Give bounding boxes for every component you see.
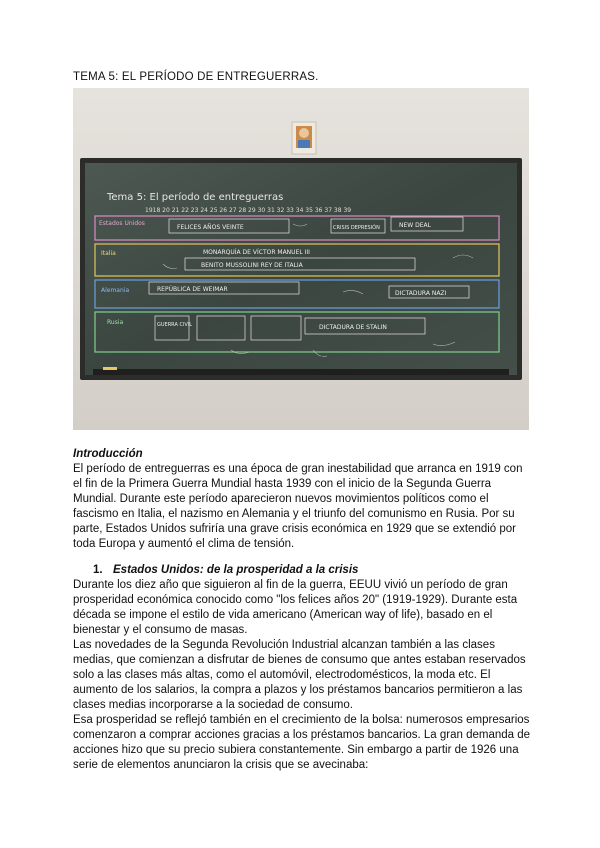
row-italy-event-1: MONARQUÍA DE VÍCTOR MANUEL III	[203, 249, 310, 256]
row-usa-country: Estados Unidos	[99, 220, 145, 227]
row-usa-event-2: CRISIS DEPRESIÓN	[333, 225, 380, 231]
row-russia-country: Rusia	[107, 319, 124, 326]
row-italy-country: Italia	[101, 250, 116, 257]
blackboard-photo	[73, 88, 529, 430]
row-italy-event-2: BENITO MUSSOLINI REY DE ITALIA	[201, 262, 303, 269]
row-germany-event-1: REPÚBLICA DE WEIMAR	[157, 286, 228, 293]
row-russia-event-1: GUERRA CIVIL	[157, 322, 193, 328]
section-1-paragraph-3: Esa prosperidad se reflejó también en el crecimiento de la bolsa: numerosos empresarios comenzaron a comprar acciones gracias a los préstamos bancarios. La gran demanda de acciones hizo que su precio subiera constantemente. Sin embargo a partir de 1926 una serie de elementos anunciaron la crisis que se avecinaba:	[73, 714, 531, 771]
row-usa-event-1: FELICES AÑOS VEINTE	[177, 224, 244, 231]
section-1-paragraph-2: Las novedades de la Segunda Revolución Industrial alcanzan también a las clases medias, que comienzan a disfrutar de bienes de consumo que antes estaban reservados solo a las clases más altas, como el automóvil, electrodomésticos, la moda etc. El aumento de los salarios, la compra a plazos y los préstamos bancarios permitieron a las clases medias incorporarse a la sociedad de consumo.	[73, 639, 526, 711]
section-1-title: Estados Unidos: de la prosperidad a la crisis	[113, 564, 359, 576]
wall-picture	[292, 122, 316, 154]
section-1-heading	[93, 564, 358, 576]
intro-paragraph: El período de entreguerras es una época de gran inestabilidad que arranca en 1919 con el fin de la Primera Guerra Mundial hasta 1939 con el inicio de la Segunda Guerra Mundial. Durante este período aparecieron nuevos movimientos políticos como el fascismo en Italia, el nazismo en Alemania y el triunfo del comunismo en Rusia. Por su parte, Estados Unidos sufriría una grave crisis económica en 1929 que se extendió por toda Europa y aumentó el clima de tensión.	[73, 463, 523, 550]
section-1-number: 1.	[93, 564, 103, 576]
row-usa-event-3: NEW DEAL	[399, 222, 431, 229]
row-russia-event-2: DICTADURA DE STALIN	[319, 324, 387, 331]
document-title: TEMA 5: EL PERÍODO DE ENTREGUERRAS.	[73, 71, 319, 83]
intro-heading: Introducción	[73, 448, 143, 460]
section-1-paragraph-1: Durante los diez año que siguieron al fin de la guerra, EEUU vivió un período de gran prosperidad económica conocido como "los felices años 20" (1919-1929). Durante esta década se impone el estilo de vida americano (American way of life), basado en el bienestar y el consumo de masas.	[73, 579, 518, 636]
board-years: 1918 20 21 22 23 24 25 26 27 28 29 30 31 32 33 34 35 36 37 38 39	[145, 207, 352, 214]
board-title: Tema 5: El período de entreguerras	[107, 192, 284, 203]
row-germany-event-2: DICTADURA NAZI	[395, 290, 447, 297]
row-germany-country: Alemania	[101, 287, 130, 294]
